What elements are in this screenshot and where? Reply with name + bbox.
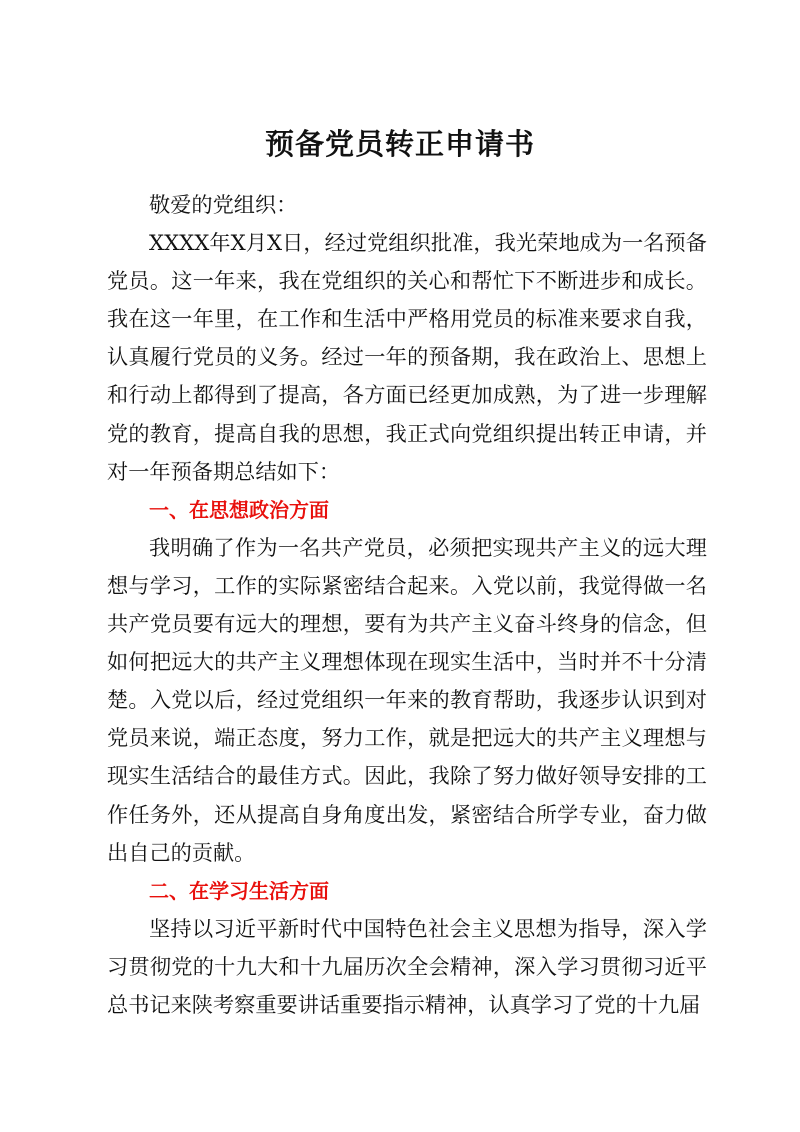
document-title: 预备党员转正申请书 (264, 127, 535, 161)
intro-paragraph: XXXX年X月X日，经过党组织批准，我光荣地成为一名预备党员。这一年来，我在党组织的关心和帮忙下不断进步和成长。我在这一年里，在工作和生活中严格用党员的标准来要求自我，认真履行党员的义务。经过一年的预备期，我在政治上、思想上和行动上都得到了提高，各方面已经更加成熟，为了进一步理解党的教育，提高自我的思想，我正式向党组织提出转正申请，并对一年预备期总结如下： (107, 230, 707, 484)
section-paragraph-study-life: 坚持以习近平新时代中国特色社会主义思想为指导，深入学习贯彻党的十九大和十九届历次全会精神，深入学习贯彻习近平总书记来陕考察重要讲话重要指示精神，认真学习了党的十九届 (107, 915, 707, 1017)
document-body (107, 186, 707, 1024)
section-heading-study-life: 二、在学习生活方面 (149, 878, 329, 903)
section-paragraph-political: 我明确了作为一名共产党员，必须把实现共产主义的远大理想与学习，工作的实际紧密结合起来。入党以前，我觉得做一名共产党员要有远大的理想，要有为共产主义奋斗终身的信念，但如何把远大的共产主义理想体现在现实生活中，当时并不十分清楚。入党以后，经过党组织一年来的教育帮助，我逐步认识到对党员来说，端正态度，努力工作，就是把远大的共产主义理想与现实生活结合的最佳方式。因此，我除了努力做好领导安排的工作任务外，还从提高自身角度出发，紧密结合所学专业，奋力做出自己的贡献。 (107, 534, 707, 865)
section-heading-political: 一、在思想政治方面 (149, 497, 329, 522)
salutation: 敬爱的党组织： (149, 192, 298, 217)
